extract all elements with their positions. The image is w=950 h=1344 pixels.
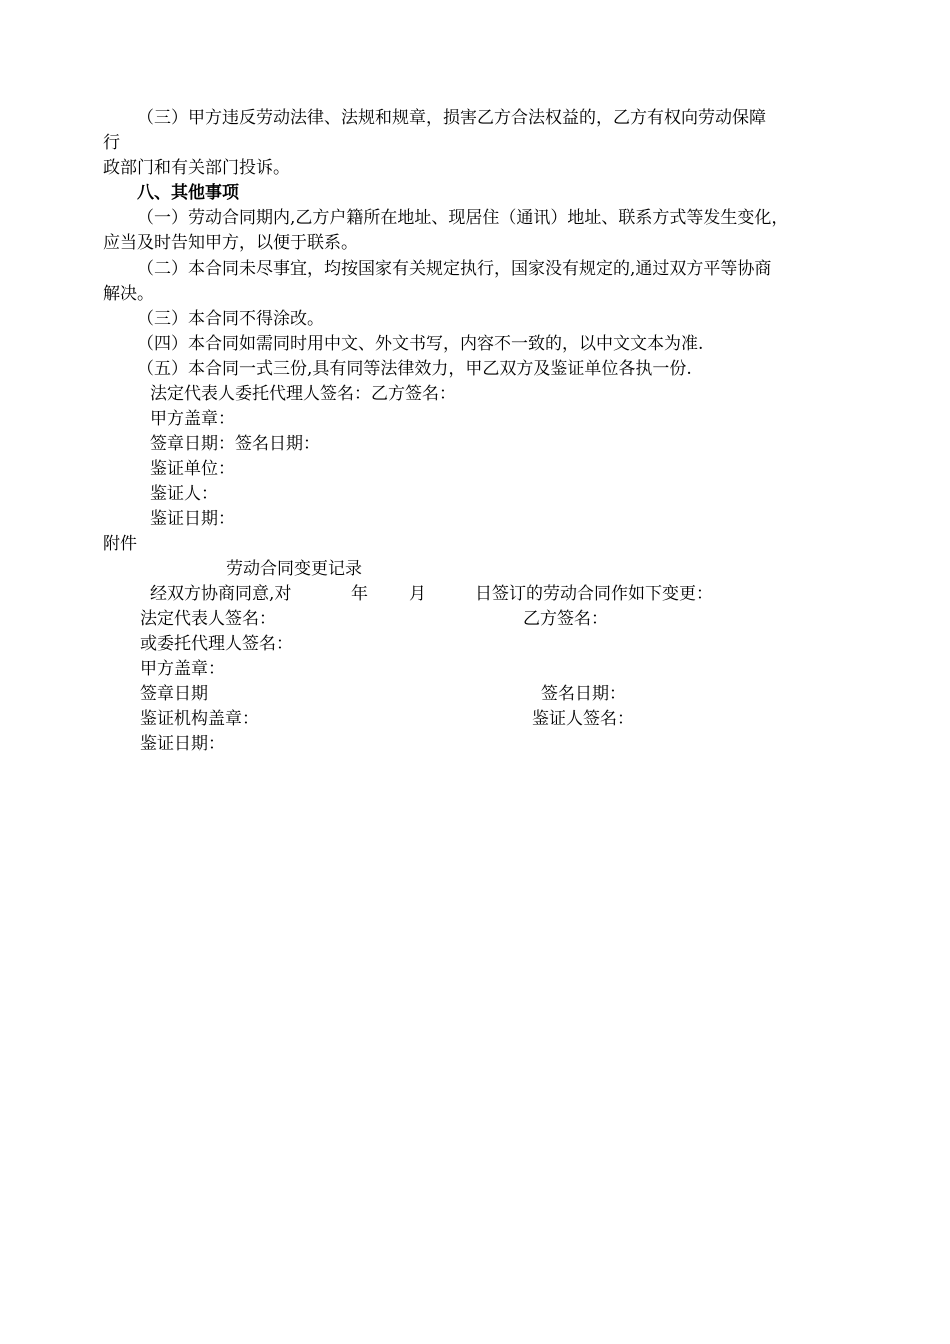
appendix-org-seal: 鉴证机构盖章： [140, 709, 259, 729]
clause-7-3-line-2: 行 [103, 133, 120, 153]
signature-dates: 签章日期：签名日期： [150, 434, 320, 454]
appendix-label: 附件 [103, 534, 137, 554]
appendix-seal-date: 签章日期 [140, 684, 208, 704]
clause-8-2-line-2: 解决。 [103, 284, 154, 304]
signature-party-a-seal: 甲方盖章： [150, 409, 235, 429]
appendix-sign-date: 签名日期： [541, 684, 626, 704]
appendix-title: 劳动合同变更记录 [226, 559, 362, 579]
appendix-verifier-sign: 鉴证人签名： [532, 709, 634, 729]
appendix-verify-date: 鉴证日期： [140, 734, 225, 754]
clause-8-1-line-2: 应当及时告知甲方，以便于联系。 [103, 233, 358, 253]
appendix-party-a-seal: 甲方盖章： [140, 659, 225, 679]
signature-rep-line: 法定代表人委托代理人签名：乙方签名： [150, 384, 456, 404]
appendix-intro-month: 月 [409, 584, 426, 604]
clause-7-3-line-3: 政部门和有关部门投诉。 [103, 158, 290, 178]
appendix-intro-start: 经双方协商同意,对 [150, 584, 292, 604]
signature-verify-date: 鉴证日期： [150, 509, 235, 529]
appendix-party-b-sign: 乙方签名： [523, 609, 608, 629]
appendix-legal-rep: 法定代表人签名： [140, 609, 276, 629]
section-8-heading: 八、其他事项 [137, 183, 239, 203]
clause-8-4: （四）本合同如需同时用中文、外文书写，内容不一致的，以中文文本为准. [137, 334, 704, 354]
clause-8-1-line-1: （一）劳动合同期内,乙方户籍所在地址、现居住（通讯）地址、联系方式等发生变化， [137, 208, 789, 228]
signature-verify-unit: 鉴证单位： [150, 459, 235, 479]
clause-8-2-line-1: （二）本合同未尽事宜，均按国家有关规定执行，国家没有规定的,通过双方平等协商 [137, 259, 772, 279]
clause-7-3-line-1: （三）甲方违反劳动法律、法规和规章，损害乙方合法权益的，乙方有权向劳动保障 [137, 108, 766, 128]
appendix-intro-end: 日签订的劳动合同作如下变更： [475, 584, 713, 604]
appendix-intro-year: 年 [351, 584, 368, 604]
signature-verifier: 鉴证人： [150, 484, 218, 504]
appendix-agent-sign: 或委托代理人签名： [140, 634, 293, 654]
clause-8-5: （五）本合同一式三份,具有同等法律效力，甲乙双方及鉴证单位各执一份. [137, 359, 692, 379]
clause-8-3: （三）本合同不得涂改。 [137, 309, 324, 329]
